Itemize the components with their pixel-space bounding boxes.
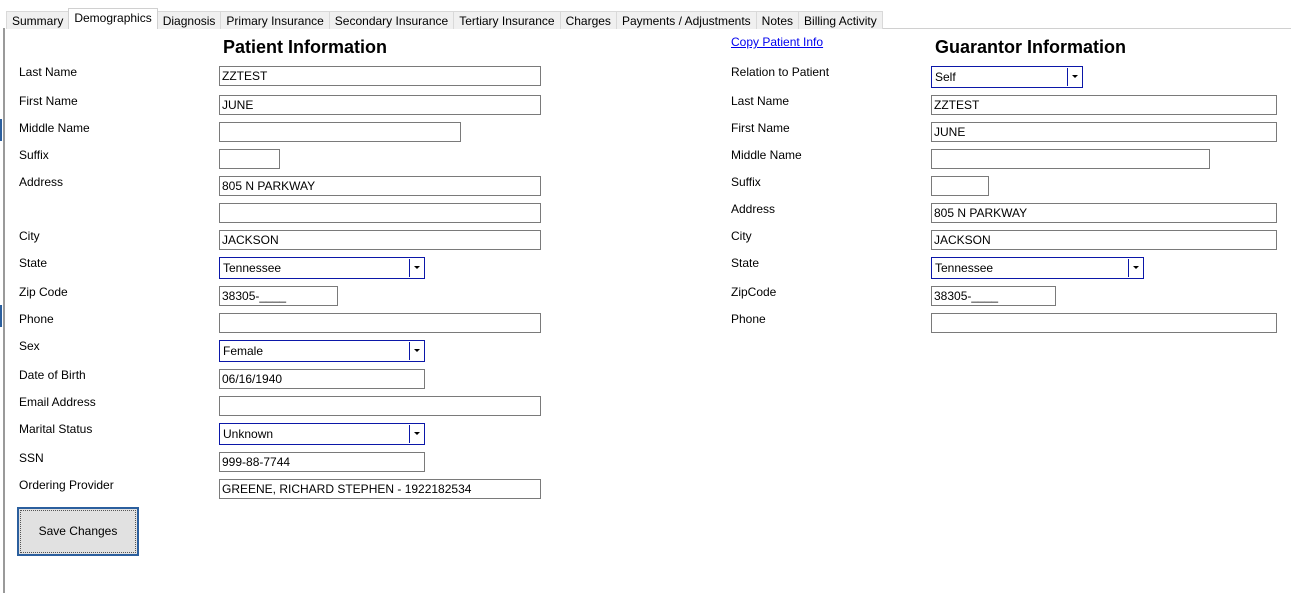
patient-zip-label: Zip Code [19,285,68,299]
patient-phone-field[interactable] [219,313,541,333]
tab-primary-insurance[interactable]: Primary Insurance [220,11,329,29]
tab-diagnosis[interactable]: Diagnosis [157,11,222,29]
patient-marital-dropdown[interactable] [219,423,425,445]
guarantor-address-label: Address [731,202,776,216]
patient-state-label: State [19,256,48,270]
left-edge-marker [0,305,2,327]
patient-state-dropdown[interactable] [219,257,425,279]
tab-secondary-insurance[interactable]: Secondary Insurance [329,11,454,29]
patient-suffix-label: Suffix [19,148,49,162]
guarantor-phone-label: Phone [731,312,766,326]
patient-ssn-label: SSN [19,451,44,465]
patient-dob-field[interactable]: 06/16/1940 [219,369,425,389]
patient-marital-label: Marital Status [19,422,93,436]
left-edge-marker [0,119,2,141]
guarantor-state-label: State [731,256,760,270]
guarantor-zip-label: ZipCode [731,285,777,299]
tab-demographics[interactable]: Demographics [68,8,157,29]
copy-patient-info-link[interactable]: Copy Patient Info [731,35,824,49]
patient-address-line2-field[interactable] [219,203,541,223]
guarantor-address-field[interactable]: 805 N PARKWAY [931,203,1277,223]
patient-address-line1-field[interactable]: 805 N PARKWAY [219,176,541,196]
patient-email-field[interactable] [219,396,541,416]
patient-email-label: Email Address [19,395,96,409]
patient-phone-label: Phone [19,312,54,326]
guarantor-middle-name-label: Middle Name [731,148,802,162]
save-changes-button[interactable]: Save Changes [17,507,139,556]
ordering-provider-label: Ordering Provider [19,478,114,492]
patient-sex-dropdown[interactable] [219,340,425,362]
patient-first-name-field[interactable]: JUNE [219,95,541,115]
guarantor-middle-name-field[interactable] [931,149,1210,169]
chevron-down-icon[interactable] [409,259,423,277]
chevron-down-icon[interactable] [1067,68,1081,86]
guarantor-first-name-label: First Name [731,121,790,135]
patient-zip-field[interactable]: 38305-____ [219,286,338,306]
patient-dob-label: Date of Birth [19,368,86,382]
tab-billing-activity[interactable]: Billing Activity [798,11,883,29]
guarantor-info-heading: Guarantor Information [935,37,1127,57]
tab-tertiary-insurance[interactable]: Tertiary Insurance [453,11,560,29]
tab-summary[interactable]: Summary [6,11,69,29]
patient-marital-value: Unknown [223,427,274,441]
guarantor-state-dropdown[interactable] [931,257,1144,279]
chevron-down-icon[interactable] [1128,259,1142,277]
guarantor-city-field[interactable]: JACKSON [931,230,1277,250]
guarantor-suffix-field[interactable] [931,176,989,196]
guarantor-last-name-field[interactable]: ZZTEST [931,95,1277,115]
patient-state-value: Tennessee [223,261,282,275]
patient-ssn-field[interactable]: 999-88-7744 [219,452,425,472]
patient-first-name-label: First Name [19,94,78,108]
relation-to-patient-value: Self [935,70,956,84]
chevron-down-icon[interactable] [409,342,423,360]
patient-address-label: Address [19,175,64,189]
patient-city-label: City [19,229,40,243]
guarantor-state-value: Tennessee [935,261,994,275]
patient-last-name-field[interactable]: ZZTEST [219,66,541,86]
guarantor-phone-field[interactable] [931,313,1277,333]
relation-to-patient-label: Relation to Patient [731,65,830,79]
guarantor-suffix-label: Suffix [731,175,761,189]
guarantor-city-label: City [731,229,752,243]
patient-middle-name-field[interactable] [219,122,461,142]
tab-payments-adjustments[interactable]: Payments / Adjustments [616,11,757,29]
patient-info-heading: Patient Information [223,37,388,57]
patient-city-field[interactable]: JACKSON [219,230,541,250]
patient-middle-name-label: Middle Name [19,121,90,135]
patient-sex-label: Sex [19,339,40,353]
patient-suffix-field[interactable] [219,149,280,169]
ordering-provider-field[interactable]: GREENE, RICHARD STEPHEN - 1922182534 [219,479,541,499]
tab-strip [6,9,882,29]
tab-notes[interactable]: Notes [756,11,799,29]
left-border [3,28,5,593]
guarantor-zip-field[interactable]: 38305-____ [931,286,1056,306]
tab-charges[interactable]: Charges [560,11,617,29]
patient-last-name-label: Last Name [19,65,78,79]
guarantor-first-name-field[interactable]: JUNE [931,122,1277,142]
guarantor-last-name-label: Last Name [731,94,790,108]
chevron-down-icon[interactable] [409,425,423,443]
relation-to-patient-dropdown[interactable] [931,66,1083,88]
patient-sex-value: Female [223,344,264,358]
